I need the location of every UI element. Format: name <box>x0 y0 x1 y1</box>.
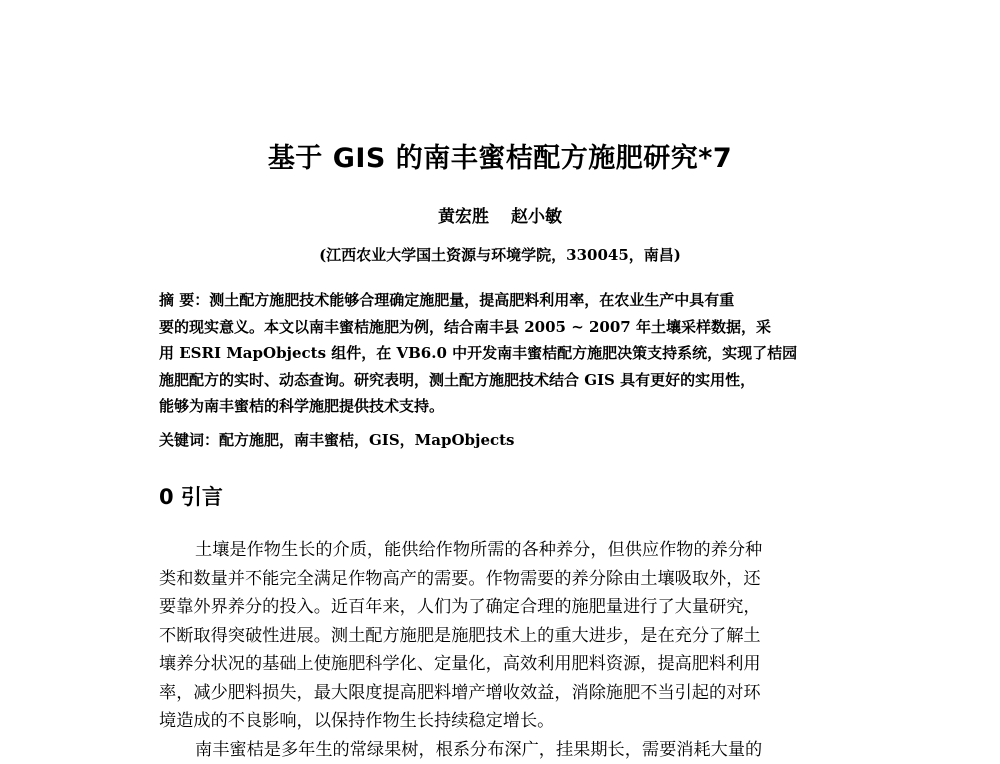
body-text <box>159 536 859 764</box>
abstract <box>159 287 849 420</box>
body-line: 南丰蜜桔是多年生的常绿果树，根系分布深广，挂果期长，需要消耗大量的 <box>159 736 859 764</box>
body-line: 不断取得突破性进展。测土配方施肥是施肥技术上的重大进步，是在充分了解土 <box>159 622 859 651</box>
body-line: 要靠外界养分的投入。近百年来，人们为了确定合理的施肥量进行了大量研究， <box>159 593 859 622</box>
abstract-line: 要的现实意义。本文以南丰蜜桔施肥为例，结合南丰县 2005 ~ 2007 年土壤采样数据，采 <box>159 314 849 341</box>
body-line: 类和数量并不能完全满足作物高产的需要。作物需要的养分除由土壤吸取外，还 <box>159 565 859 594</box>
abstract-line: 用 ESRI MapObjects 组件，在 VB6.0 中开发南丰蜜桔配方施肥决策支持系统，实现了桔园 <box>159 340 849 367</box>
paper-title: 基于 GIS 的南丰蜜桔配方施肥研究*7 <box>0 136 1000 175</box>
affiliation: (江西农业大学国土资源与环境学院，330045，南昌) <box>0 244 1000 265</box>
author-name: 黄宏胜 <box>438 207 489 227</box>
body-line: 率，减少肥料损失，最大限度提高肥料增产增收效益，消除施肥不当引起的对环 <box>159 679 859 708</box>
abstract-line: 摘 要：测土配方施肥技术能够合理确定施肥量，提高肥料利用率，在农业生产中具有重 <box>159 287 849 314</box>
abstract-line: 施肥配方的实时、动态查询。研究表明，测土配方施肥技术结合 GIS 具有更好的实用性， <box>159 367 849 394</box>
body-line: 壤养分状况的基础上使施肥科学化、定量化，高效利用肥料资源，提高肥料利用 <box>159 650 859 679</box>
author-list <box>0 202 1000 227</box>
body-line: 境造成的不良影响，以保持作物生长持续稳定增长。 <box>159 707 859 736</box>
section-heading: 0 引言 <box>159 481 223 511</box>
body-line: 土壤是作物生长的介质，能供给作物所需的各种养分，但供应作物的养分种 <box>159 536 859 565</box>
author-name: 赵小敏 <box>511 207 562 227</box>
abstract-line: 能够为南丰蜜桔的科学施肥提供技术支持。 <box>159 393 849 420</box>
keywords: 关键词：配方施肥，南丰蜜桔，GIS，MapObjects <box>159 429 849 450</box>
